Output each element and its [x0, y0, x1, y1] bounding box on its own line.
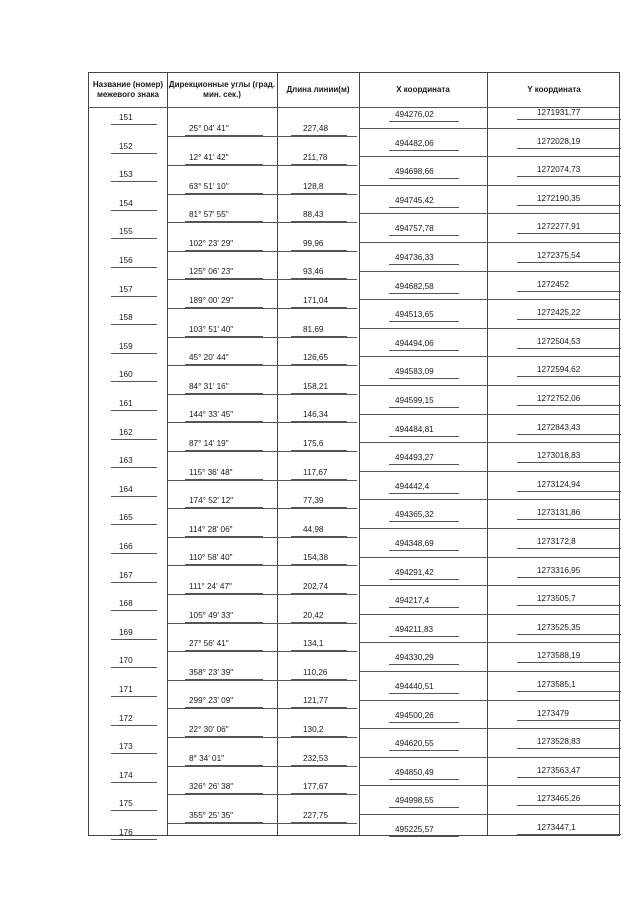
- segment-divider: [167, 451, 357, 452]
- x-underline: [389, 836, 459, 837]
- y-underline: [517, 119, 621, 120]
- segment-divider: [167, 737, 357, 738]
- y-underline: [517, 548, 621, 549]
- direction-angle: 355° 25' 35": [189, 810, 234, 820]
- direction-angle: 326° 26' 38": [189, 782, 234, 792]
- x-underline: [389, 636, 459, 637]
- line-length: 99,96: [303, 238, 324, 248]
- x-underline: [389, 550, 459, 551]
- segment-divider: [167, 565, 357, 566]
- line-length: 77,39: [303, 496, 324, 506]
- point-underline: [111, 153, 157, 154]
- direction-angle: 81° 57' 55": [189, 210, 229, 220]
- x-coordinate: 494348,69: [395, 539, 434, 548]
- point-name: 172: [119, 713, 133, 723]
- direction-angle: 103° 51' 40": [189, 324, 234, 334]
- point-underline: [111, 553, 157, 554]
- y-coordinate: 1272504,53: [537, 336, 581, 346]
- x-underline: [389, 750, 459, 751]
- segment-divider: [167, 194, 357, 195]
- y-underline: [517, 662, 621, 663]
- line-length: 93,46: [303, 267, 324, 277]
- point-name: 162: [119, 427, 133, 437]
- point-name: 170: [119, 656, 133, 666]
- point-name: 158: [119, 313, 133, 323]
- x-coordinate: 494330,29: [395, 653, 434, 663]
- row-divider: [359, 585, 619, 586]
- y-coordinate: 1272028,19: [537, 136, 581, 146]
- point-name: 159: [119, 341, 133, 351]
- x-underline: [389, 807, 459, 808]
- direction-angle: 114° 28' 06": [189, 524, 233, 534]
- y-underline: [517, 434, 621, 435]
- segment-divider: [167, 794, 357, 795]
- x-underline: [389, 235, 459, 236]
- row-divider: [359, 213, 619, 214]
- point-name: 156: [119, 256, 133, 265]
- x-underline: [389, 150, 459, 151]
- header-angle: Дирекционные углы (град. мин. сек.): [168, 80, 276, 99]
- x-coordinate: 494698,66: [395, 167, 434, 177]
- x-coordinate: 494682,58: [395, 281, 434, 291]
- line-length: 158,21: [303, 381, 329, 391]
- segment-divider: [167, 165, 357, 166]
- column-divider: [359, 73, 360, 835]
- row-divider: [359, 528, 619, 529]
- x-underline: [389, 378, 459, 379]
- direction-angle: 12° 41' 42": [189, 152, 229, 162]
- y-coordinate: 1272425,22: [537, 308, 581, 318]
- y-underline: [517, 319, 621, 320]
- direction-angle: 189° 00' 29": [189, 295, 234, 305]
- y-coordinate: 1273316,95: [537, 565, 581, 575]
- point-name: 166: [119, 542, 133, 551]
- x-coordinate: 494291,42: [395, 567, 434, 577]
- row-divider: [359, 385, 619, 386]
- segment-divider: [167, 766, 357, 767]
- x-underline: [389, 207, 459, 208]
- row-divider: [359, 328, 619, 329]
- x-underline: [389, 464, 459, 465]
- segment-divider: [167, 651, 357, 652]
- coordinates-table: [88, 72, 620, 836]
- point-underline: [111, 296, 157, 297]
- x-coordinate: 494513,65: [395, 310, 434, 320]
- y-underline: [517, 176, 621, 177]
- y-underline: [517, 519, 621, 520]
- line-length: 177,67: [303, 782, 329, 792]
- x-coordinate: 494484,81: [395, 424, 434, 434]
- row-divider: [359, 442, 619, 443]
- x-underline: [389, 321, 459, 322]
- x-underline: [389, 693, 459, 694]
- line-length: 175,6: [303, 438, 324, 448]
- segment-divider: [167, 708, 357, 709]
- line-length: 146,34: [303, 410, 329, 420]
- row-divider: [359, 728, 619, 729]
- direction-angle: 102° 23' 29": [189, 238, 234, 248]
- y-underline: [517, 605, 621, 606]
- line-length: 202,74: [303, 581, 329, 591]
- header-name: Название (номер) межевого знака: [92, 80, 164, 99]
- y-underline: [517, 148, 621, 149]
- point-name: 151: [119, 113, 133, 122]
- point-underline: [111, 725, 157, 726]
- direction-angle: 84° 31' 16": [189, 381, 229, 391]
- line-length: 88,43: [303, 210, 324, 220]
- row-divider: [359, 242, 619, 243]
- x-coordinate: 494494,06: [395, 338, 434, 348]
- point-underline: [111, 467, 157, 468]
- point-name: 168: [119, 599, 133, 609]
- point-name: 167: [119, 570, 133, 580]
- point-name: 165: [119, 513, 133, 523]
- y-coordinate: 1272074,73: [537, 165, 581, 175]
- y-coordinate: 1273525,35: [537, 622, 581, 632]
- direction-angle: 45° 20' 44": [189, 353, 229, 363]
- y-coordinate: 1272843,43: [537, 422, 581, 432]
- direction-angle: 87° 14' 19": [189, 438, 229, 448]
- point-underline: [111, 696, 157, 697]
- row-divider: [359, 271, 619, 272]
- segment-divider: [167, 680, 357, 681]
- column-divider: [167, 73, 168, 835]
- line-length: 227,75: [303, 810, 329, 820]
- y-coordinate: 1273505,7: [537, 594, 576, 604]
- x-coordinate: 494500,26: [395, 710, 434, 720]
- y-coordinate: 1272752,06: [537, 394, 581, 403]
- row-divider: [359, 700, 619, 701]
- point-underline: [111, 782, 157, 783]
- segment-divider: [167, 823, 357, 824]
- direction-angle: 105° 49' 33": [189, 610, 234, 620]
- y-coordinate: 1273588,19: [537, 651, 581, 661]
- y-underline: [517, 233, 621, 234]
- y-underline: [517, 834, 621, 835]
- direction-angle: 115° 36' 48": [189, 467, 233, 477]
- y-coordinate: 1273585,1: [537, 680, 576, 689]
- y-underline: [517, 291, 621, 292]
- direction-angle: 8° 34' 01": [189, 753, 225, 763]
- line-length: 154,38: [303, 553, 329, 563]
- x-underline: [389, 121, 459, 122]
- point-name: 155: [119, 227, 133, 237]
- y-underline: [517, 262, 621, 263]
- segment-divider: [167, 480, 357, 481]
- point-name: 169: [119, 627, 133, 637]
- point-underline: [111, 839, 157, 840]
- y-underline: [517, 691, 621, 692]
- point-name: 164: [119, 484, 133, 494]
- point-name: 161: [119, 399, 133, 408]
- row-divider: [359, 156, 619, 157]
- x-underline: [389, 722, 459, 723]
- y-coordinate: 1273465,26: [537, 794, 581, 804]
- point-underline: [111, 524, 157, 525]
- row-divider: [359, 642, 619, 643]
- x-coordinate: 494442,4: [395, 481, 430, 491]
- point-underline: [111, 639, 157, 640]
- x-underline: [389, 521, 459, 522]
- y-coordinate: 1273131,86: [537, 508, 581, 518]
- header-x: X координата: [396, 85, 450, 94]
- column-divider: [277, 73, 278, 835]
- point-name: 176: [119, 828, 133, 837]
- column-divider: [487, 73, 488, 835]
- line-length: 121,77: [303, 696, 329, 706]
- y-underline: [517, 462, 621, 463]
- segment-divider: [167, 365, 357, 366]
- y-coordinate: 1273563,47: [537, 765, 581, 775]
- row-divider: [359, 299, 619, 300]
- y-underline: [517, 777, 621, 778]
- point-name: 160: [119, 370, 133, 380]
- y-underline: [517, 348, 621, 349]
- x-coordinate: 494583,09: [395, 367, 434, 377]
- point-underline: [111, 582, 157, 583]
- point-underline: [111, 238, 157, 239]
- x-underline: [389, 664, 459, 665]
- direction-angle: 125° 06' 23": [189, 267, 234, 277]
- segment-divider: [167, 222, 357, 223]
- x-coordinate: 494440,51: [395, 682, 434, 691]
- line-length: 134,1: [303, 639, 324, 649]
- row-divider: [359, 557, 619, 558]
- x-underline: [389, 350, 459, 351]
- row-divider: [359, 814, 619, 815]
- segment-divider: [167, 251, 357, 252]
- y-coordinate: 1273124,94: [537, 479, 581, 489]
- x-underline: [389, 293, 459, 294]
- y-coordinate: 1272452: [537, 279, 569, 289]
- y-underline: [517, 205, 621, 206]
- line-length: 232,53: [303, 753, 329, 763]
- row-divider: [359, 785, 619, 786]
- point-underline: [111, 810, 157, 811]
- point-underline: [111, 124, 157, 125]
- x-underline: [389, 178, 459, 179]
- segment-divider: [167, 337, 357, 338]
- point-underline: [111, 267, 157, 268]
- x-coordinate: 494620,55: [395, 739, 434, 749]
- x-coordinate: 494276,02: [395, 110, 434, 119]
- direction-angle: 63° 51' 10": [189, 181, 229, 191]
- line-length: 126,65: [303, 353, 329, 363]
- x-coordinate: 494217,4: [395, 596, 430, 606]
- direction-angle: 110° 58' 40": [189, 553, 233, 563]
- point-name: 152: [119, 141, 133, 151]
- header-y: Y координата: [527, 85, 581, 94]
- point-underline: [111, 353, 157, 354]
- point-name: 157: [119, 284, 133, 294]
- x-underline: [389, 436, 459, 437]
- y-coordinate: 1273447,1: [537, 823, 576, 832]
- segment-divider: [167, 279, 357, 280]
- segment-divider: [167, 422, 357, 423]
- x-coordinate: 494599,15: [395, 396, 434, 405]
- row-divider: [359, 671, 619, 672]
- x-underline: [389, 493, 459, 494]
- direction-angle: 144° 33' 45": [189, 410, 234, 420]
- x-underline: [389, 779, 459, 780]
- segment-divider: [167, 308, 357, 309]
- line-length: 44,98: [303, 524, 324, 534]
- x-coordinate: 494850,49: [395, 767, 434, 777]
- point-underline: [111, 181, 157, 182]
- point-name: 163: [119, 456, 133, 466]
- point-underline: [111, 439, 157, 440]
- direction-angle: 358° 23' 39": [189, 667, 234, 677]
- direction-angle: 174° 52' 12": [189, 496, 234, 506]
- point-name: 175: [119, 799, 133, 809]
- row-divider: [359, 757, 619, 758]
- header-length: Длина линии(м): [286, 85, 350, 94]
- y-underline: [517, 491, 621, 492]
- x-coordinate: 494998,55: [395, 796, 434, 806]
- point-name: 173: [119, 742, 133, 752]
- y-underline: [517, 577, 621, 578]
- segment-divider: [167, 623, 357, 624]
- x-coordinate: 495225,57: [395, 825, 434, 834]
- y-coordinate: 1273018,83: [537, 451, 581, 461]
- y-coordinate: 1272277,91: [537, 222, 581, 232]
- direction-angle: 22° 30' 06": [189, 724, 229, 734]
- point-name: 174: [119, 770, 133, 780]
- x-underline: [389, 264, 459, 265]
- x-underline: [389, 579, 459, 580]
- y-underline: [517, 748, 621, 749]
- row-divider: [359, 414, 619, 415]
- line-length: 20,42: [303, 610, 324, 620]
- x-coordinate: 494493,27: [395, 453, 434, 463]
- row-divider: [359, 128, 619, 129]
- direction-angle: 111° 24' 47": [189, 581, 232, 591]
- line-length: 81,69: [303, 324, 324, 334]
- x-coordinate: 494211,83: [395, 624, 434, 634]
- direction-angle: 299° 23' 09": [189, 696, 234, 706]
- row-divider: [359, 614, 619, 615]
- point-name: 153: [119, 170, 133, 180]
- direction-angle: 27° 56' 41": [189, 639, 229, 649]
- row-divider: [359, 356, 619, 357]
- point-underline: [111, 381, 157, 382]
- y-underline: [517, 376, 621, 377]
- point-name: 171: [119, 685, 133, 694]
- point-underline: [111, 410, 157, 411]
- x-coordinate: 494745,42: [395, 195, 434, 205]
- point-name: 154: [119, 198, 133, 208]
- x-coordinate: 494365,32: [395, 510, 434, 520]
- line-length: 110,26: [303, 667, 328, 677]
- row-divider: [359, 185, 619, 186]
- point-underline: [111, 610, 157, 611]
- point-underline: [111, 210, 157, 211]
- x-underline: [389, 407, 459, 408]
- row-divider: [359, 471, 619, 472]
- segment-divider: [167, 594, 357, 595]
- x-coordinate: 494736,33: [395, 253, 434, 262]
- line-length: 128,8: [303, 181, 324, 191]
- line-length: 211,78: [303, 152, 328, 162]
- y-coordinate: 1273172,8: [537, 537, 576, 546]
- y-coordinate: 1273479: [537, 708, 569, 718]
- x-coordinate: 494482,06: [395, 138, 434, 148]
- line-length: 117,67: [303, 467, 328, 477]
- point-underline: [111, 753, 157, 754]
- y-coordinate: 1271931,77: [537, 108, 581, 117]
- y-coordinate: 1273528,83: [537, 737, 581, 747]
- segment-divider: [167, 394, 357, 395]
- point-underline: [111, 667, 157, 668]
- line-length: 171,04: [303, 295, 329, 305]
- x-underline: [389, 607, 459, 608]
- y-underline: [517, 805, 621, 806]
- point-underline: [111, 324, 157, 325]
- x-coordinate: 494757,78: [395, 224, 434, 234]
- y-underline: [517, 634, 621, 635]
- y-underline: [517, 405, 621, 406]
- segment-divider: [167, 537, 357, 538]
- direction-angle: 25° 04' 41": [189, 124, 229, 134]
- y-coordinate: 1272190,35: [537, 193, 581, 203]
- point-underline: [111, 496, 157, 497]
- line-length: 130,2: [303, 724, 324, 734]
- segment-divider: [167, 508, 357, 509]
- y-coordinate: 1272375,54: [537, 251, 581, 260]
- y-coordinate: 1272594,62: [537, 365, 581, 375]
- segment-divider: [167, 136, 357, 137]
- y-underline: [517, 720, 621, 721]
- line-length: 227,48: [303, 124, 329, 134]
- row-divider: [359, 499, 619, 500]
